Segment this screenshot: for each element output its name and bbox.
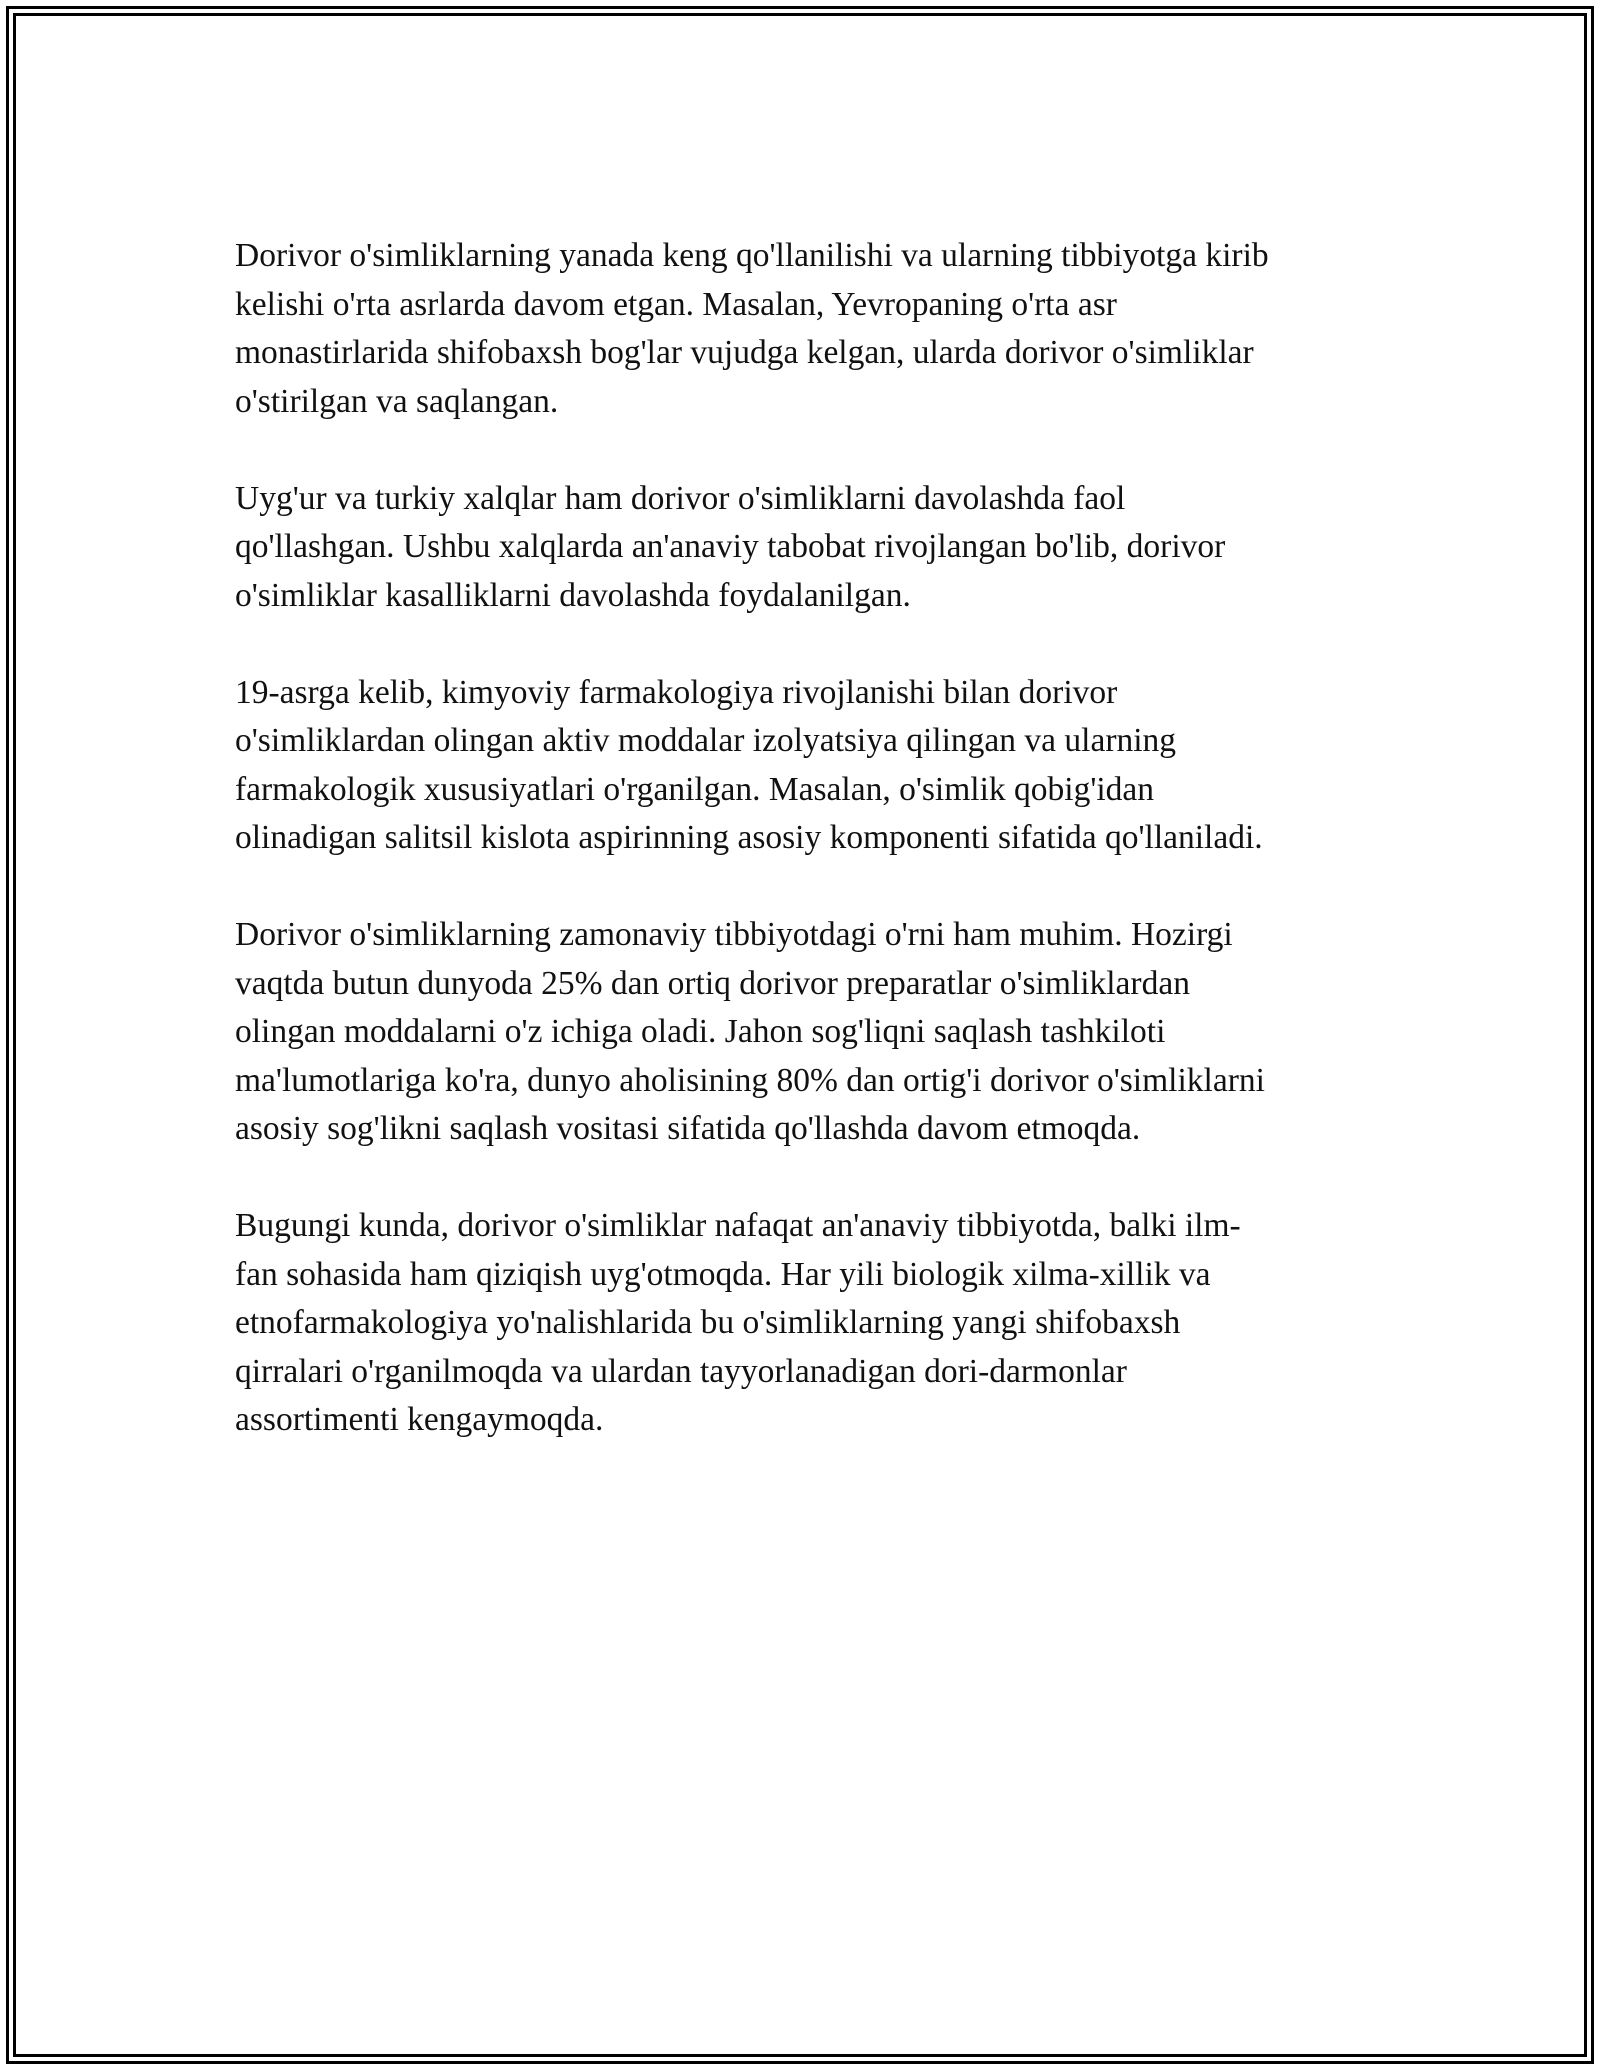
paragraph-medieval-use: Dorivor o'simliklarning yanada keng qo'llanilishi va ularning tibbiyotga kirib kelishi o'rta asrlarda davom etgan. Masalan, Yevropaning o'rta asr monastirlarida shifobaxsh bog'lar vujudga kelgan, ularda dorivor o'simliklar o'stirilgan va saqlangan. — [235, 237, 1269, 420]
paragraph-19th-century-pharmacology: 19-asrga kelib, kimyoviy farmakologiya rivojlanishi bilan dorivor o'simliklardan olingan aktiv moddalar izolyatsiya qilingan va ularning farmakologik xususiyatlari o'rganilgan. Masalan, o'simlik qobig'idan olinadigan salitsil kislota aspirinning asosiy komponenti sifatida qo'llaniladi. — [235, 673, 1263, 856]
paragraph-turkic-peoples: Uyg'ur va turkiy xalqlar ham dorivor o'simliklarni davolashda faol qo'llashgan. Ushbu xalqlarda an'anaviy tabobat rivojlangan bo'lib, dorivor o'simliklar kasalliklarni davolashda foydalanilgan. — [235, 479, 1226, 614]
paragraph-modern-medicine: Dorivor o'simliklarning zamonaviy tibbiyotdagi o'rni ham muhim. Hozirgi vaqtda butun dunyoda 25% dan ortiq dorivor preparatlar o'simliklardan olingan moddalarni o'z ichiga oladi. Jahon sog'liqni saqlash tashkiloti ma'lumotlariga ko'ra, dunyo aholisining 80% dan ortig'i dorivor o'simliklarni asosiy sog'likni saqlash vositasi sifatida qo'llashda davom etmoqda. — [235, 916, 1265, 1147]
paragraph-present-day-research: Bugungi kunda, dorivor o'simliklar nafaqat an'anaviy tibbiyotda, balki ilm- fan sohasida ham qiziqish uyg'otmoqda. Har yili biologik xilma-xillik va etnofarmakologiya yo'nalishlarida bu o'simliklarning yangi shifobaxsh qirralari o'rganilmoqda va ulardan tayyorlanadigan dori-darmonlar assortimenti kengaymoqda. — [235, 1207, 1241, 1438]
document-body — [235, 232, 1375, 1493]
